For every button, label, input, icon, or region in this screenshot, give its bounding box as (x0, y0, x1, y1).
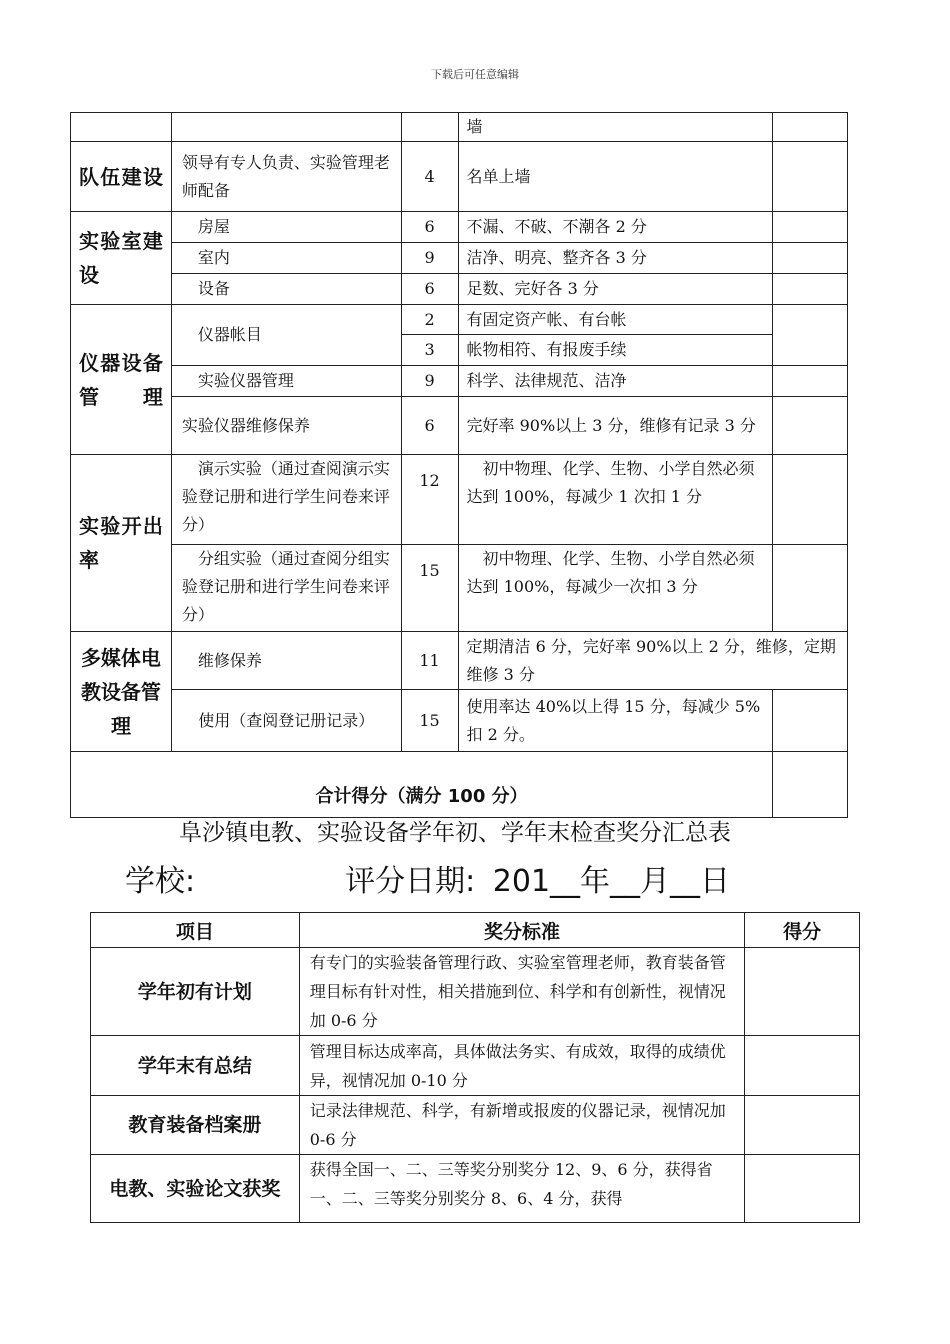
category-instruments: 仪器设备管理 (71, 305, 172, 455)
table-row (71, 305, 848, 335)
score-input-cell[interactable] (745, 948, 860, 1036)
col-header-standard: 奖分标准 (299, 913, 744, 948)
bonus-standard: 管理目标达成率高，具体做法务实、有成效，取得的成绩优异，视情况加 0-10 分 (299, 1036, 744, 1096)
table-row (71, 752, 848, 818)
table-header-row (91, 913, 860, 948)
table-row (71, 142, 848, 212)
bonus-summary-table (90, 912, 860, 1223)
score-input-cell[interactable] (773, 243, 848, 274)
score-input-cell[interactable] (773, 397, 848, 455)
item-cell: 房屋 (171, 212, 401, 243)
score-cell: 15 (401, 545, 458, 632)
table-row (91, 1036, 860, 1096)
category-rate: 实验开出率 (71, 455, 172, 632)
score-cell: 6 (401, 274, 458, 305)
item-cell: 演示实验（通过查阅演示实验登记册和进行学生问卷来评分） (171, 455, 401, 545)
table-row (91, 1155, 860, 1223)
score-cell: 9 (401, 243, 458, 274)
bonus-item: 电教、实验论文获奖 (91, 1155, 300, 1223)
score-input-cell[interactable] (773, 690, 848, 752)
date-label: 评分日期: (345, 864, 476, 899)
table-row (71, 545, 848, 632)
total-score-input-cell[interactable] (773, 752, 848, 818)
table-row (71, 397, 848, 455)
criteria-cell: 科学、法律规范、洁净 (458, 366, 773, 397)
bonus-standard: 记录法律规范、科学，有新增或报废的仪器记录，视情况加 0-6 分 (299, 1096, 744, 1155)
score-input-cell[interactable] (773, 142, 848, 212)
score-cell: 11 (401, 632, 458, 690)
table-row (91, 1096, 860, 1155)
table-row (71, 212, 848, 243)
score-input-cell[interactable] (773, 274, 848, 305)
item-cell: 使用（查阅登记册记录） (171, 690, 401, 752)
criteria-cell: 初中物理、化学、生物、小学自然必须达到 100%，每减少一次扣 3 分 (458, 545, 773, 632)
score-input-cell[interactable] (773, 305, 848, 366)
criteria-cell: 定期清洁 6 分，完好率 90%以上 2 分，维修，定期维修 3 分 (458, 632, 847, 690)
criteria-cell: 足数、完好各 3 分 (458, 274, 773, 305)
score-input-cell[interactable] (773, 545, 848, 632)
table-row (71, 690, 848, 752)
item-cell: 实验仪器维修保养 (171, 397, 401, 455)
bonus-standard: 有专门的实验装备管理行政、实验室管理老师，教育装备管理目标有针对性，相关措施到位、科学和有创新性，视情况加 0-6 分 (299, 948, 744, 1036)
school-label: 学校: (125, 864, 196, 899)
table-row (71, 632, 848, 690)
score-input-cell[interactable] (745, 1155, 860, 1223)
table-row (71, 366, 848, 397)
evaluation-table (70, 112, 848, 818)
score-cell: 3 (401, 335, 458, 366)
date-value[interactable]: 201__年__月__日 (492, 864, 731, 899)
item-cell: 实验仪器管理 (171, 366, 401, 397)
criteria-cell: 帐物相符、有报废手续 (458, 335, 773, 366)
score-input-cell[interactable] (773, 455, 848, 545)
score-input-cell[interactable] (745, 1036, 860, 1096)
category-lab: 实验室建设 (71, 212, 172, 305)
category-team: 队伍建设 (71, 142, 172, 212)
item-cell: 室内 (171, 243, 401, 274)
bonus-item: 学年初有计划 (91, 948, 300, 1036)
criteria-cell: 墙 (458, 113, 773, 142)
total-label: 合计得分（满分 100 分） (71, 752, 773, 818)
col-header-item: 项目 (91, 913, 300, 948)
item-cell: 维修保养 (171, 632, 401, 690)
criteria-cell: 名单上墙 (458, 142, 773, 212)
summary-table-title: 阜沙镇电教、实验设备学年初、学年末检查奖分汇总表 (179, 820, 731, 846)
score-cell: 6 (401, 397, 458, 455)
table-row (71, 113, 848, 142)
score-cell: 12 (401, 455, 458, 545)
score-input-cell[interactable] (773, 113, 848, 142)
score-cell: 6 (401, 212, 458, 243)
criteria-cell: 完好率 90%以上 3 分，维修有记录 3 分 (458, 397, 773, 455)
item-cell: 仪器帐目 (171, 305, 401, 366)
score-cell: 15 (401, 690, 458, 752)
bonus-item: 教育装备档案册 (91, 1096, 300, 1155)
bonus-item: 学年末有总结 (91, 1036, 300, 1096)
criteria-cell: 不漏、不破、不潮各 2 分 (458, 212, 773, 243)
criteria-cell: 初中物理、化学、生物、小学自然必须达到 100%，每减少 1 次扣 1 分 (458, 455, 773, 545)
item-cell: 分组实验（通过查阅分组实验登记册和进行学生问卷来评分） (171, 545, 401, 632)
score-input-cell[interactable] (745, 1096, 860, 1155)
table-row (71, 243, 848, 274)
table-row (71, 274, 848, 305)
bonus-standard: 获得全国一、二、三等奖分别奖分 12、9、6 分，获得省一、二、三等奖分别奖分 8、6、4 分，获得 (299, 1155, 744, 1223)
score-input-cell[interactable] (773, 366, 848, 397)
table-row (91, 948, 860, 1036)
col-header-score: 得分 (745, 913, 860, 948)
school-date-line (125, 856, 730, 900)
page-header: 下载后可任意编辑 (431, 68, 519, 81)
category-media: 多媒体电教设备管理 (71, 632, 172, 752)
score-cell: 9 (401, 366, 458, 397)
score-cell: 2 (401, 305, 458, 335)
criteria-cell: 使用率达 40%以上得 15 分，每减少 5%扣 2 分。 (458, 690, 773, 752)
item-cell: 领导有专人负责、实验管理老师配备 (171, 142, 401, 212)
score-input-cell[interactable] (773, 212, 848, 243)
score-cell: 4 (401, 142, 458, 212)
criteria-cell: 有固定资产帐、有台帐 (458, 305, 773, 335)
table-row (71, 455, 848, 545)
criteria-cell: 洁净、明亮、整齐各 3 分 (458, 243, 773, 274)
item-cell: 设备 (171, 274, 401, 305)
